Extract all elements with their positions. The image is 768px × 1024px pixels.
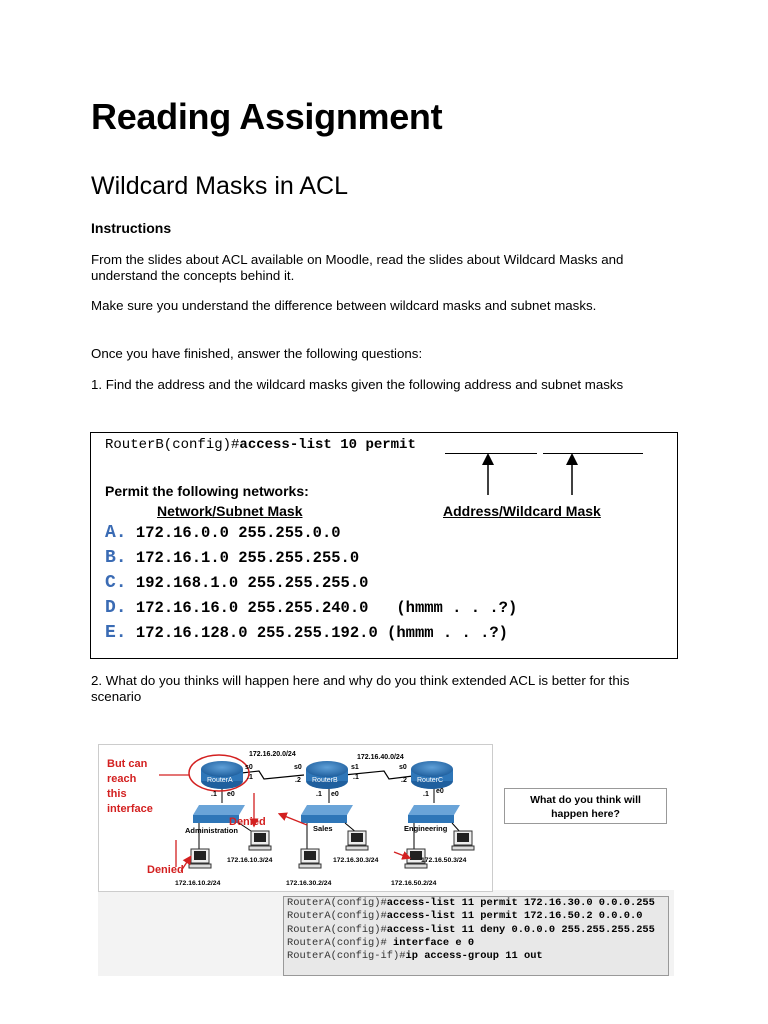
router-c-icon [411, 761, 453, 789]
code-command: ip access-group 11 out [405, 950, 543, 963]
row-letter: A. [105, 523, 127, 543]
interface-label: .1 [353, 774, 359, 781]
code-line [284, 950, 668, 963]
code-prefix: RouterA(config)# [287, 936, 394, 949]
lan-label: Engineering [404, 824, 448, 833]
interface-label: .2 [401, 777, 407, 784]
denied-label-2: Denied [147, 864, 184, 876]
interface-label: .1 [316, 791, 322, 798]
row-b [105, 548, 359, 568]
acl-config-code [283, 896, 669, 976]
question-2: 2. What do you thinks will happen here and why do you think extended ACL is better for this scenario [91, 673, 630, 704]
page-title: Reading Assignment [91, 96, 443, 137]
row-a [105, 523, 341, 543]
code-command: access-list 11 permit 172.16.50.2 0.0.0.0 [386, 910, 643, 923]
lan-label: Administration [185, 826, 238, 835]
code-command: interface e 0 [393, 936, 475, 949]
code-command: access-list 11 permit 172.16.30.0 0.0.0.255 [386, 897, 655, 909]
interface-label: .1 [211, 791, 217, 798]
interface-label: e0 [227, 791, 235, 798]
pc-icon [189, 849, 211, 868]
interface-label: s1 [351, 764, 359, 771]
paragraph-1: From the slides about ACL available on Moodle, read the slides about Wildcard Masks and understand the concepts behind it. [91, 252, 624, 283]
router-b-icon [306, 761, 348, 789]
pc-icon [299, 849, 321, 868]
row-text: 172.16.1.0 255.255.255.0 [126, 549, 360, 567]
host-label: 172.16.50.2/24 [391, 880, 437, 887]
host-label: 172.16.30.3/24 [333, 857, 379, 864]
row-letter: E. [105, 623, 127, 643]
host-label: 172.16.30.2/24 [286, 880, 332, 887]
wildcard-exercise-figure [90, 432, 678, 659]
question-1: 1. Find the address and the wildcard masks given the following address and subnet masks [91, 377, 624, 392]
host-label: 172.16.10.3/24 [227, 857, 273, 864]
instructions-heading: Instructions [91, 220, 172, 236]
row-c [105, 573, 368, 593]
interface-label: e0 [331, 791, 339, 798]
reach-annotation-line: this [107, 788, 127, 800]
switch-sales-icon [301, 805, 353, 823]
callout-line: happen here? [551, 808, 620, 820]
interface-label: .1 [247, 774, 253, 781]
question-callout [504, 788, 667, 824]
interface-label: .1 [423, 791, 429, 798]
router-c-label: RouterC [417, 777, 444, 784]
network-label: 172.16.40.0/24 [357, 754, 404, 761]
code-command: access-list 11 deny 0.0.0.0 255.255.255.255 [386, 923, 655, 936]
paragraph-2: Make sure you understand the difference between wildcard masks and subnet masks. [91, 298, 597, 313]
code-line [284, 897, 668, 910]
denied-label-1: Denied [229, 816, 266, 828]
network-diagram-svg [99, 745, 492, 891]
code-line [284, 937, 668, 950]
command-prefix: RouterB(config)# [105, 437, 240, 453]
pc-icon [452, 831, 474, 850]
reach-annotation-line: But can [107, 758, 148, 770]
row-text: 192.168.1.0 255.255.255.0 [126, 574, 369, 592]
eng-arrow [394, 852, 407, 857]
row-letter: B. [105, 548, 127, 568]
page-subtitle: Wildcard Masks in ACL [91, 172, 349, 200]
row-e [105, 623, 508, 643]
address-wildcard-heading: Address/Wildcard Mask [443, 503, 601, 519]
router-a-label: RouterA [207, 777, 233, 784]
host-label: 172.16.10.2/24 [175, 880, 221, 887]
callout-line: What do you think will [530, 794, 641, 806]
row-letter: D. [105, 598, 127, 618]
row-text: 172.16.16.0 255.255.240.0 (hmmm . . .?) [126, 599, 518, 617]
host-label: 172.16.50.3/24 [421, 857, 467, 864]
router-a-icon [201, 761, 243, 789]
pc-icon [346, 831, 368, 850]
router-b-label: RouterB [312, 777, 338, 784]
row-text: 172.16.0.0 255.255.0.0 [126, 524, 341, 542]
reach-annotation-line: interface [107, 803, 153, 815]
interface-label: .2 [295, 777, 301, 784]
permit-heading: Permit the following networks: [105, 483, 309, 499]
interface-label: s0 [399, 764, 407, 771]
network-subnet-heading: Network/Subnet Mask [157, 503, 303, 519]
row-d [105, 598, 517, 618]
row-letter: C. [105, 573, 127, 593]
interface-label: e0 [436, 788, 444, 795]
code-prefix: RouterA(config)# [287, 910, 387, 923]
code-prefix: RouterA(config)# [287, 897, 387, 909]
network-diagram [98, 744, 493, 892]
reach-annotation-line: reach [107, 773, 137, 785]
code-line [284, 910, 668, 923]
code-prefix: RouterA(config-if)# [287, 950, 406, 963]
pc-icon [249, 831, 271, 850]
code-prefix: RouterA(config)# [287, 923, 387, 936]
lan-label: Sales [313, 824, 333, 833]
command-bold: access-list 10 permit [239, 437, 416, 453]
code-line [284, 924, 668, 937]
interface-label: s0 [294, 764, 302, 771]
switch-eng-icon [408, 805, 460, 823]
interface-label: s0 [245, 764, 253, 771]
row-text: 172.16.128.0 255.255.192.0 (hmmm . . .?) [126, 624, 508, 642]
network-label: 172.16.20.0/24 [249, 751, 296, 758]
paragraph-3: Once you have finished, answer the following questions: [91, 346, 423, 361]
